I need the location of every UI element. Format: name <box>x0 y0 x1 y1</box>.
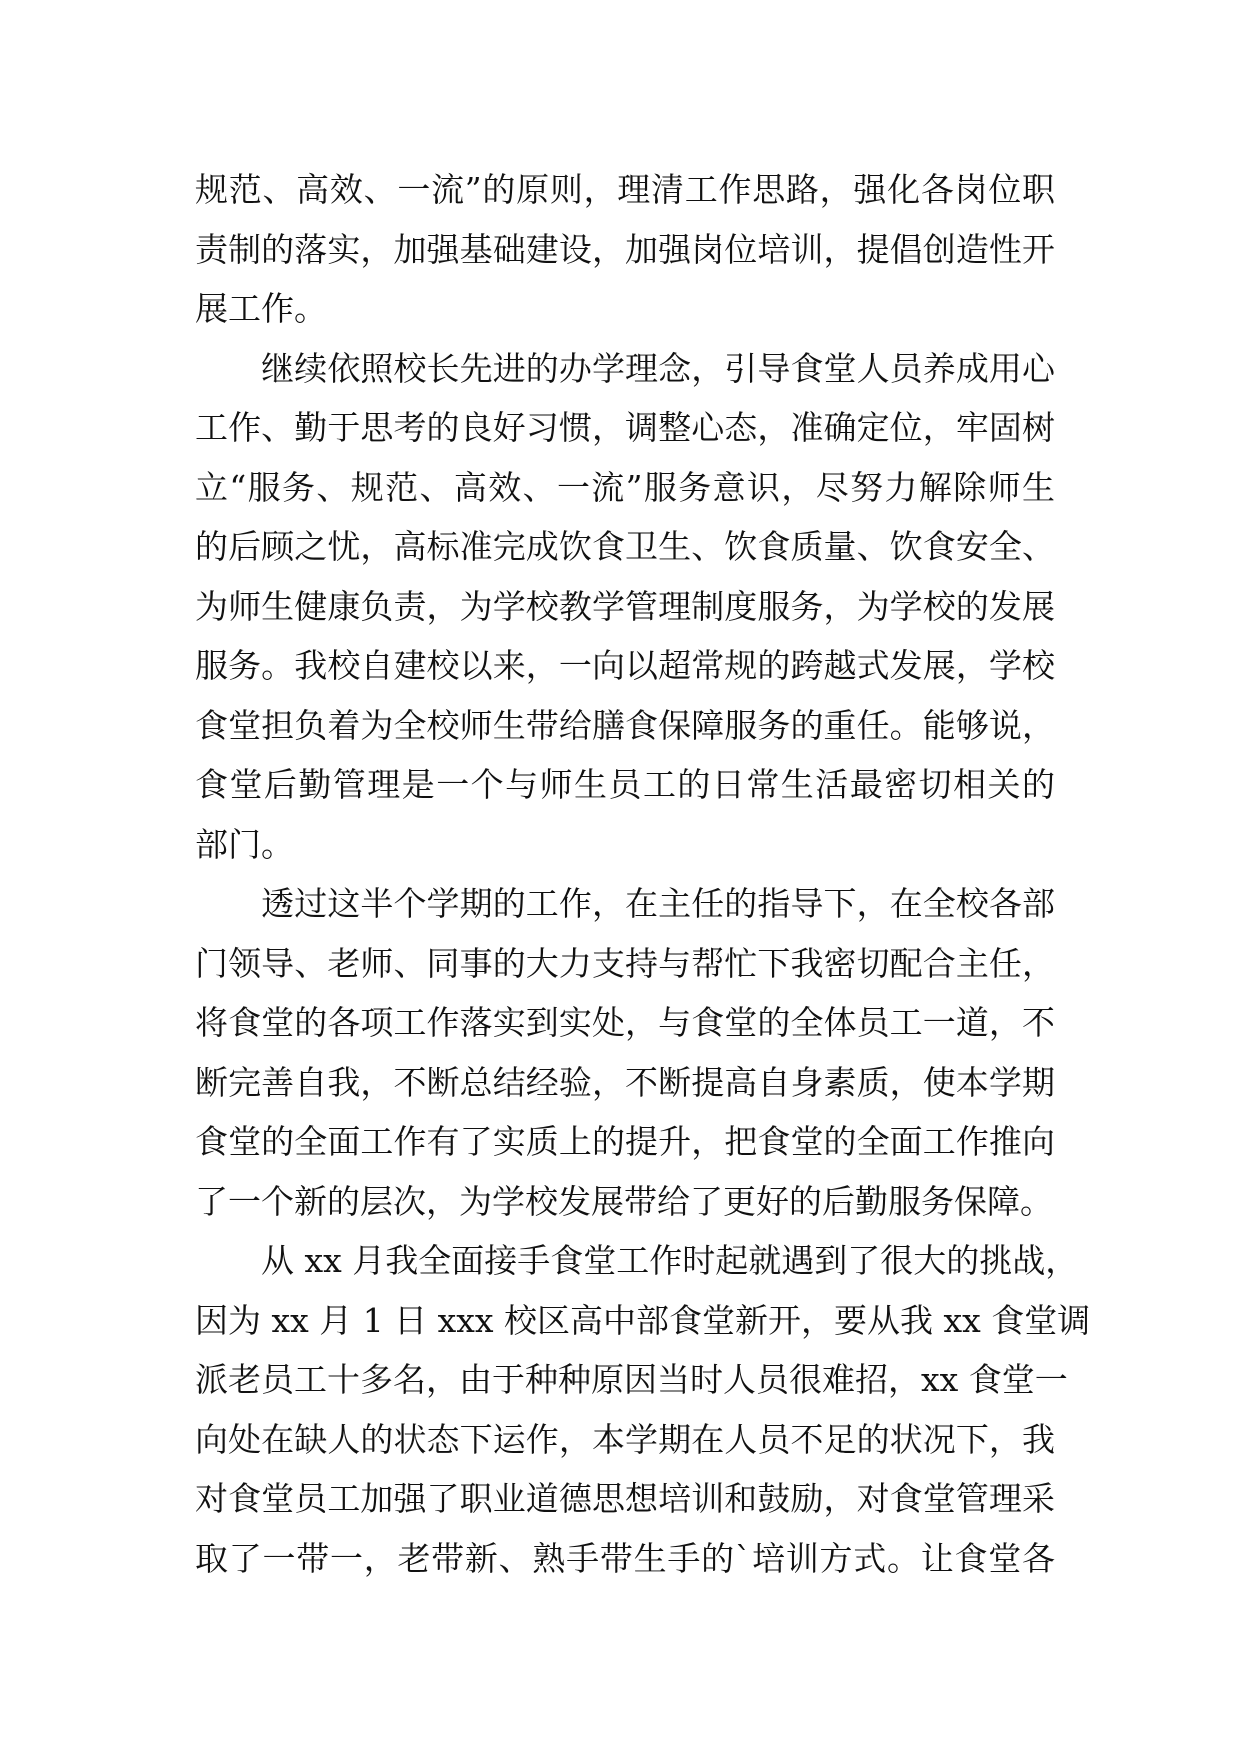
text-line: 断完善自我，不断总结经验，不断提高自身素质，使本学期 <box>195 1062 1055 1102</box>
text-line: 从 xx 月我全面接手食堂工作时起就遇到了很大的挑战， <box>195 1241 1079 1280</box>
text-line: 取了一带一，老带新、熟手带生手的`培训方式。让食堂各 <box>195 1538 1055 1578</box>
text-line: 为师生健康负责，为学校教学管理制度服务，为学校的发展 <box>195 586 1055 626</box>
document-body <box>195 160 1091 1588</box>
text-line: 继续依照校长先进的办学理念，引导食堂人员养成用心 <box>195 348 1055 388</box>
text-line: 向处在缺人的状态下运作，本学期在人员不足的状况下，我 <box>195 1419 1055 1459</box>
text-line: 对食堂员工加强了职业道德思想培训和鼓励，对食堂管理采 <box>195 1479 1055 1518</box>
text-line: 规范、高效、一流”的原则，理清工作思路，强化各岗位职 <box>195 170 1055 209</box>
text-line: 责制的落实，加强基础建设，加强岗位培训，提倡创造性开 <box>195 229 1055 269</box>
text-line: 食堂后勤管理是一个与师生员工的日常生活最密切相关的 <box>195 765 1055 804</box>
text-line: 部门。 <box>195 824 294 864</box>
text-line: 立“服务、规范、高效、一流”服务意识，尽努力解除师生 <box>195 467 1055 507</box>
text-line: 的后顾之忧，高标准完成饮食卫生、饮食质量、饮食安全、 <box>195 527 1055 566</box>
text-line: 展工作。 <box>195 289 327 328</box>
text-line: 因为 xx 月 1 日 xxx 校区高中部食堂新开，要从我 xx 食堂调 <box>195 1300 1091 1340</box>
text-line: 食堂的全面工作有了实质上的提升，把食堂的全面工作推向 <box>195 1122 1055 1161</box>
text-line: 将食堂的各项工作落实到实处，与食堂的全体员工一道，不 <box>195 1003 1055 1042</box>
text-line: 服务。我校自建校以来，一向以超常规的跨越式发展，学校 <box>195 646 1055 685</box>
text-line: 门领导、老师、同事的大力支持与帮忙下我密切配合主任， <box>195 943 1055 983</box>
text-line: 了一个新的层次，为学校发展带给了更好的后勤服务保障。 <box>195 1181 1053 1221</box>
text-line: 派老员工十多名，由于种种原因当时人员很难招，xx 食堂一 <box>195 1360 1068 1399</box>
text-line: 工作、勤于思考的良好习惯，调整心态，准确定位，牢固树 <box>195 408 1055 447</box>
text-line: 食堂担负着为全校师生带给膳食保障服务的重任。能够说， <box>195 705 1055 745</box>
text-line: 透过这半个学期的工作，在主任的指导下，在全校各部 <box>195 884 1055 923</box>
